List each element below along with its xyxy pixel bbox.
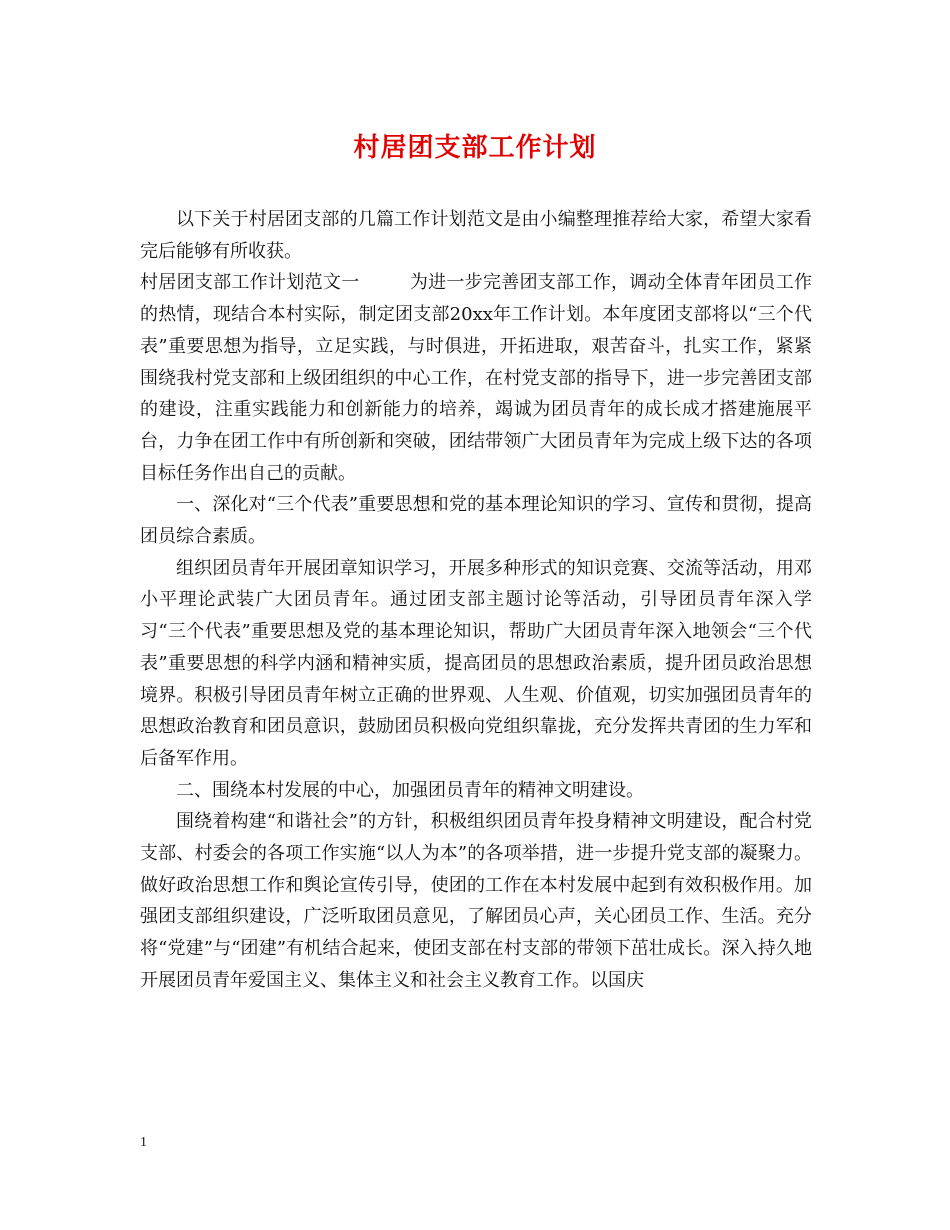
- heading-two: 二、围绕本村发展的中心，加强团员青年的精神文明建设。: [176, 779, 644, 801]
- section-paragraph: [140, 267, 812, 489]
- section-text: 为进一步完善团支部工作，调动全体青年团员工作的热情，现结合本村实际，制定团支部20xx年工作计划。本年度团支部将以“三个代表”重要思想为指导，立足实践，与时俱进，开拓进取，艰苦奋斗，扎实工作，紧紧围绕我村党支部和上级团组织的中心工作，在村党支部的指导下，进一步完善团支部的建设，注重实践能力和创新能力的培养，竭诚为团员青年的成长成才搭建施展平台，力争在团工作中有所创新和突破，团结带领广大团员青年为完成上级下达的各项目标任务作出自己的贡献。: [140, 272, 812, 484]
- paragraph-two: 围绕着构建“和谐社会”的方针，积极组织团员青年投身精神文明建设，配合村党支部、村委会的各项工作实施“以人为本”的各项举措，进一步提升党支部的凝聚力。做好政治思想工作和舆论宣传引导，使团的工作在本村发展中起到有效积极作用。加强团支部组织建设，广泛听取团员意见，了解团员心声，关心团员工作、生活。充分将“党建”与“团建”有机结合起来，使团支部在村支部的带领下茁壮成长。深入持久地开展团员青年爱国主义、集体主义和社会主义教育工作。以国庆: [140, 811, 812, 991]
- document-body: [140, 204, 812, 997]
- paragraph-one: 组织团员青年开展团章知识学习，开展多种形式的知识竞赛、交流等活动，用邓小平理论武装广大团员青年。通过团支部主题讨论等活动，引导团员青年深入学习“三个代表”重要思想及党的基本理论知识，帮助广大团员青年深入地领会“三个代表”重要思想的科学内涵和精神实质，提高团员的思想政治素质，提升团员政治思想境界。积极引导团员青年树立正确的世界观、人生观、价值观，切实加强团员青年的思想政治教育和团员意识，鼓励团员积极向党组织靠拢，充分发挥共青团的生力军和后备军作用。: [140, 557, 812, 769]
- section-label: 村居团支部工作计划范文一: [140, 272, 360, 294]
- heading-one: 一、深化对“三个代表”重要思想和党的基本理论知识的学习、宣传和贯彻，提高团员综合素质。: [140, 494, 812, 548]
- page-number: 1: [140, 1135, 147, 1150]
- intro-paragraph: 以下关于村居团支部的几篇工作计划范文是由小编整理推荐给大家，希望大家看完后能够有所收获。: [140, 209, 812, 262]
- document-title: 村居团支部工作计划: [353, 133, 597, 163]
